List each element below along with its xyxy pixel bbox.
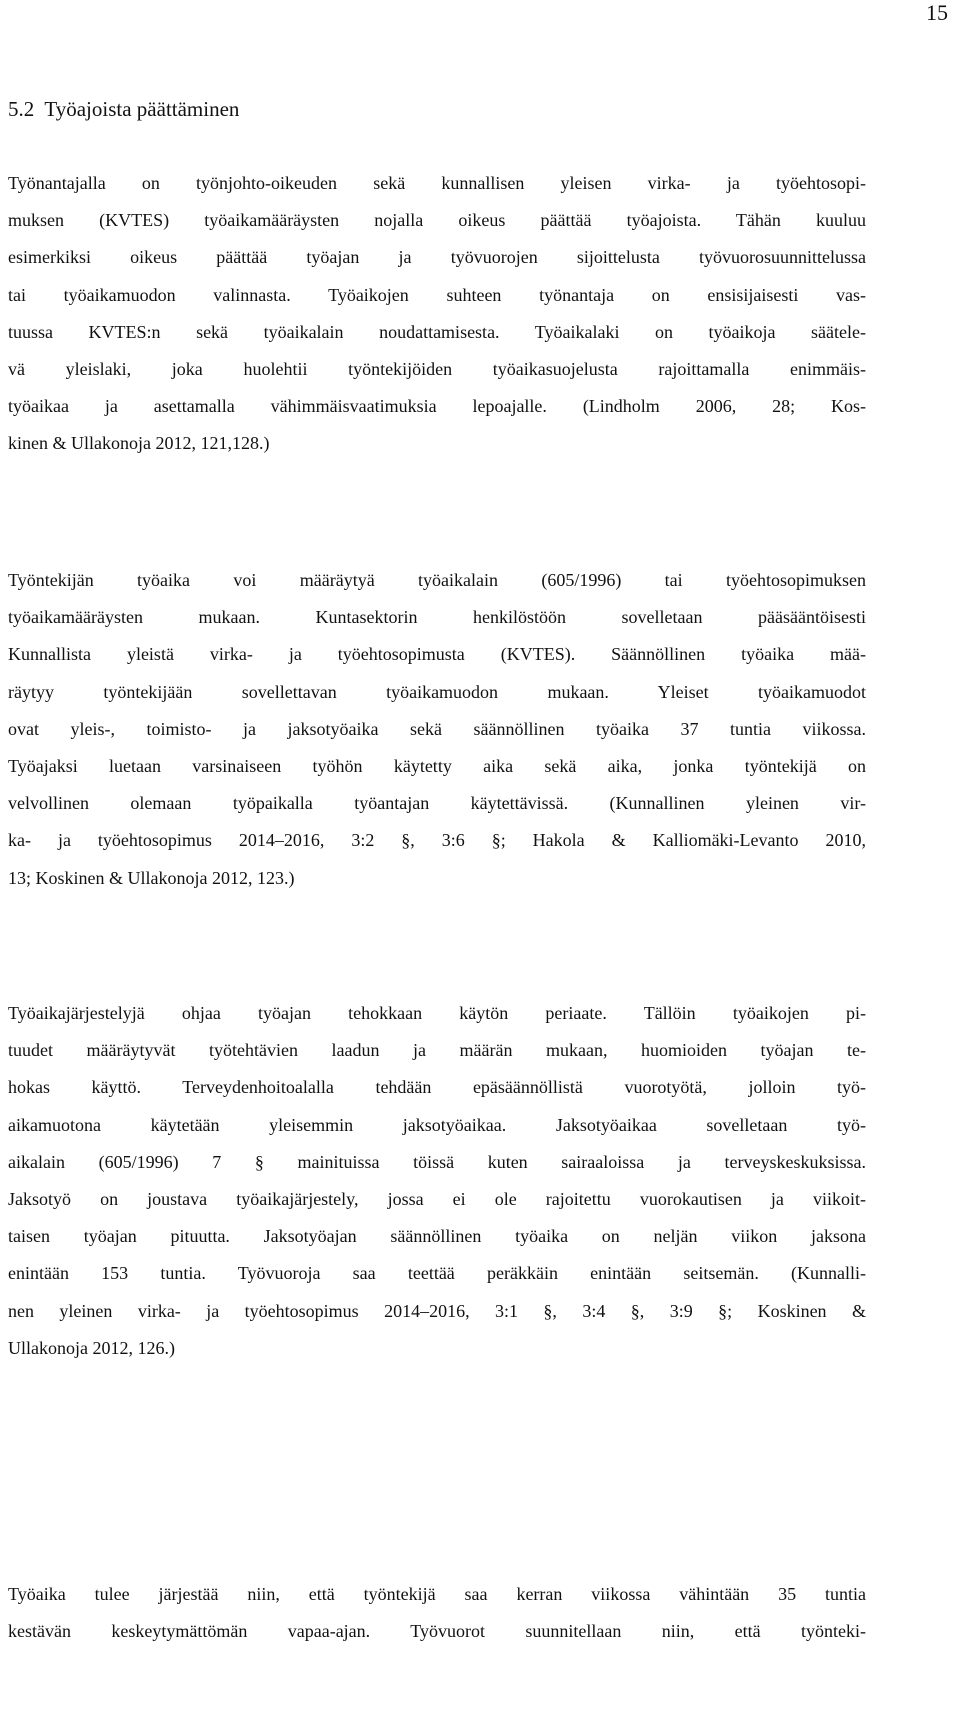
text-line: Jaksotyö on joustava työaikajärjestely, jossa ei ole rajoitettu vuorokautisen ja viikoit- xyxy=(8,1188,866,1209)
text-line: velvollinen olemaan työpaikalla työantajan käytettävissä. (Kunnallinen yleinen vir- xyxy=(8,793,866,814)
text-line: työaikamääräysten mukaan. Kuntasektorin henkilöstöön sovelletaan pääsääntöisesti xyxy=(8,607,866,628)
text-line: muksen (KVTES) työaikamääräysten nojalla oikeus päättää työajoista. Tähän kuuluu xyxy=(8,210,866,231)
text-line: vä yleislaki, joka huolehtii työntekijöiden työaikasuojelusta rajoittamalla enimmäis- xyxy=(8,358,866,379)
paragraph-employer-right xyxy=(8,165,866,463)
text-line: aikalain (605/1996) 7 § mainituissa töissä kuten sairaaloissa ja terveyskeskuksissa. xyxy=(8,1151,866,1172)
text-line: Työaika tulee järjestää niin, että työntekijä saa kerran viikossa vähintään 35 tuntia xyxy=(8,1584,866,1604)
text-line: tai työaikamuodon valinnasta. Työaikojen suhteen työnantaja on ensisijaisesti vas- xyxy=(8,284,866,305)
text-line: räytyy työntekijään sovellettavan työaikamuodon mukaan. Yleiset työaikamuodot xyxy=(8,681,866,702)
text-line: esimerkiksi oikeus päättää työajan ja työvuorojen sijoittelusta työvuorosuunnittelussa xyxy=(8,247,866,268)
paragraph-working-time-definition xyxy=(8,562,866,897)
text-line: Kunnallista yleistä virka- ja työehtosopimusta (KVTES). Säännöllinen työaika mää- xyxy=(8,644,866,665)
text-line: työaikaa ja asettamalla vähimmäisvaatimuksia lepoajalle. (Lindholm 2006, 28; Kos- xyxy=(8,396,866,417)
paragraph-weekly-rest xyxy=(8,1576,866,1650)
text-line: 13; Koskinen & Ullakonoja 2012, 123.) xyxy=(8,867,295,888)
text-line: aikamuotona käytetään yleisemmin jaksotyöaikaa. Jaksotyöaikaa sovelletaan työ- xyxy=(8,1114,866,1135)
text-line: Työajaksi luetaan varsinaiseen työhön käytetty aika sekä aika, jonka työntekijä on xyxy=(8,755,866,776)
text-line: Työntekijän työaika voi määräytyä työaikalain (605/1996) tai työehtosopimuksen xyxy=(8,570,866,590)
text-line: taisen työajan pituutta. Jaksotyöajan säännöllinen työaika on neljän viikon jaksona xyxy=(8,1226,866,1247)
text-line: Ullakonoja 2012, 126.) xyxy=(8,1337,175,1358)
section-heading: 5.2 Työajoista päättäminen xyxy=(8,97,240,121)
paragraph-period-work xyxy=(8,995,866,1367)
text-line: enintään 153 tuntia. Työvuoroja saa teettää peräkkäin enintään seitsemän. (Kunnalli- xyxy=(8,1263,866,1284)
text-line: ka- ja työehtosopimus 2014–2016, 3:2 §, 3:6 §; Hakola & Kalliomäki-Levanto 2010, xyxy=(8,830,866,851)
text-line: tuussa KVTES:n sekä työaikalain noudattamisesta. Työaikalaki on työaikoja säätele- xyxy=(8,321,866,342)
text-line: hokas käyttö. Terveydenhoitoalalla tehdään epäsäännöllistä vuorotyötä, jolloin työ- xyxy=(8,1077,866,1098)
text-line: tuudet määräytyvät työtehtävien laadun ja määrän mukaan, huomioiden työajan te- xyxy=(8,1040,866,1061)
text-line: Työnantajalla on työnjohto-oikeuden sekä kunnallisen yleisen virka- ja työehtosopi- xyxy=(8,173,866,193)
text-line: Työaikajärjestelyjä ohjaa työajan tehokkaan käytön periaate. Tällöin työaikojen pi- xyxy=(8,1003,866,1023)
text-line: kinen & Ullakonoja 2012, 121,128.) xyxy=(8,433,270,454)
page-number: 15 xyxy=(926,0,948,25)
text-line: kestävän keskeytymättömän vapaa-ajan. Työvuorot suunnitellaan niin, että työnteki- xyxy=(8,1621,866,1642)
text-line: nen yleinen virka- ja työehtosopimus 2014–2016, 3:1 §, 3:4 §, 3:9 §; Koskinen & xyxy=(8,1300,866,1321)
text-line: ovat yleis-, toimisto- ja jaksotyöaika sekä säännöllinen työaika 37 tuntia viikossa. xyxy=(8,718,866,739)
